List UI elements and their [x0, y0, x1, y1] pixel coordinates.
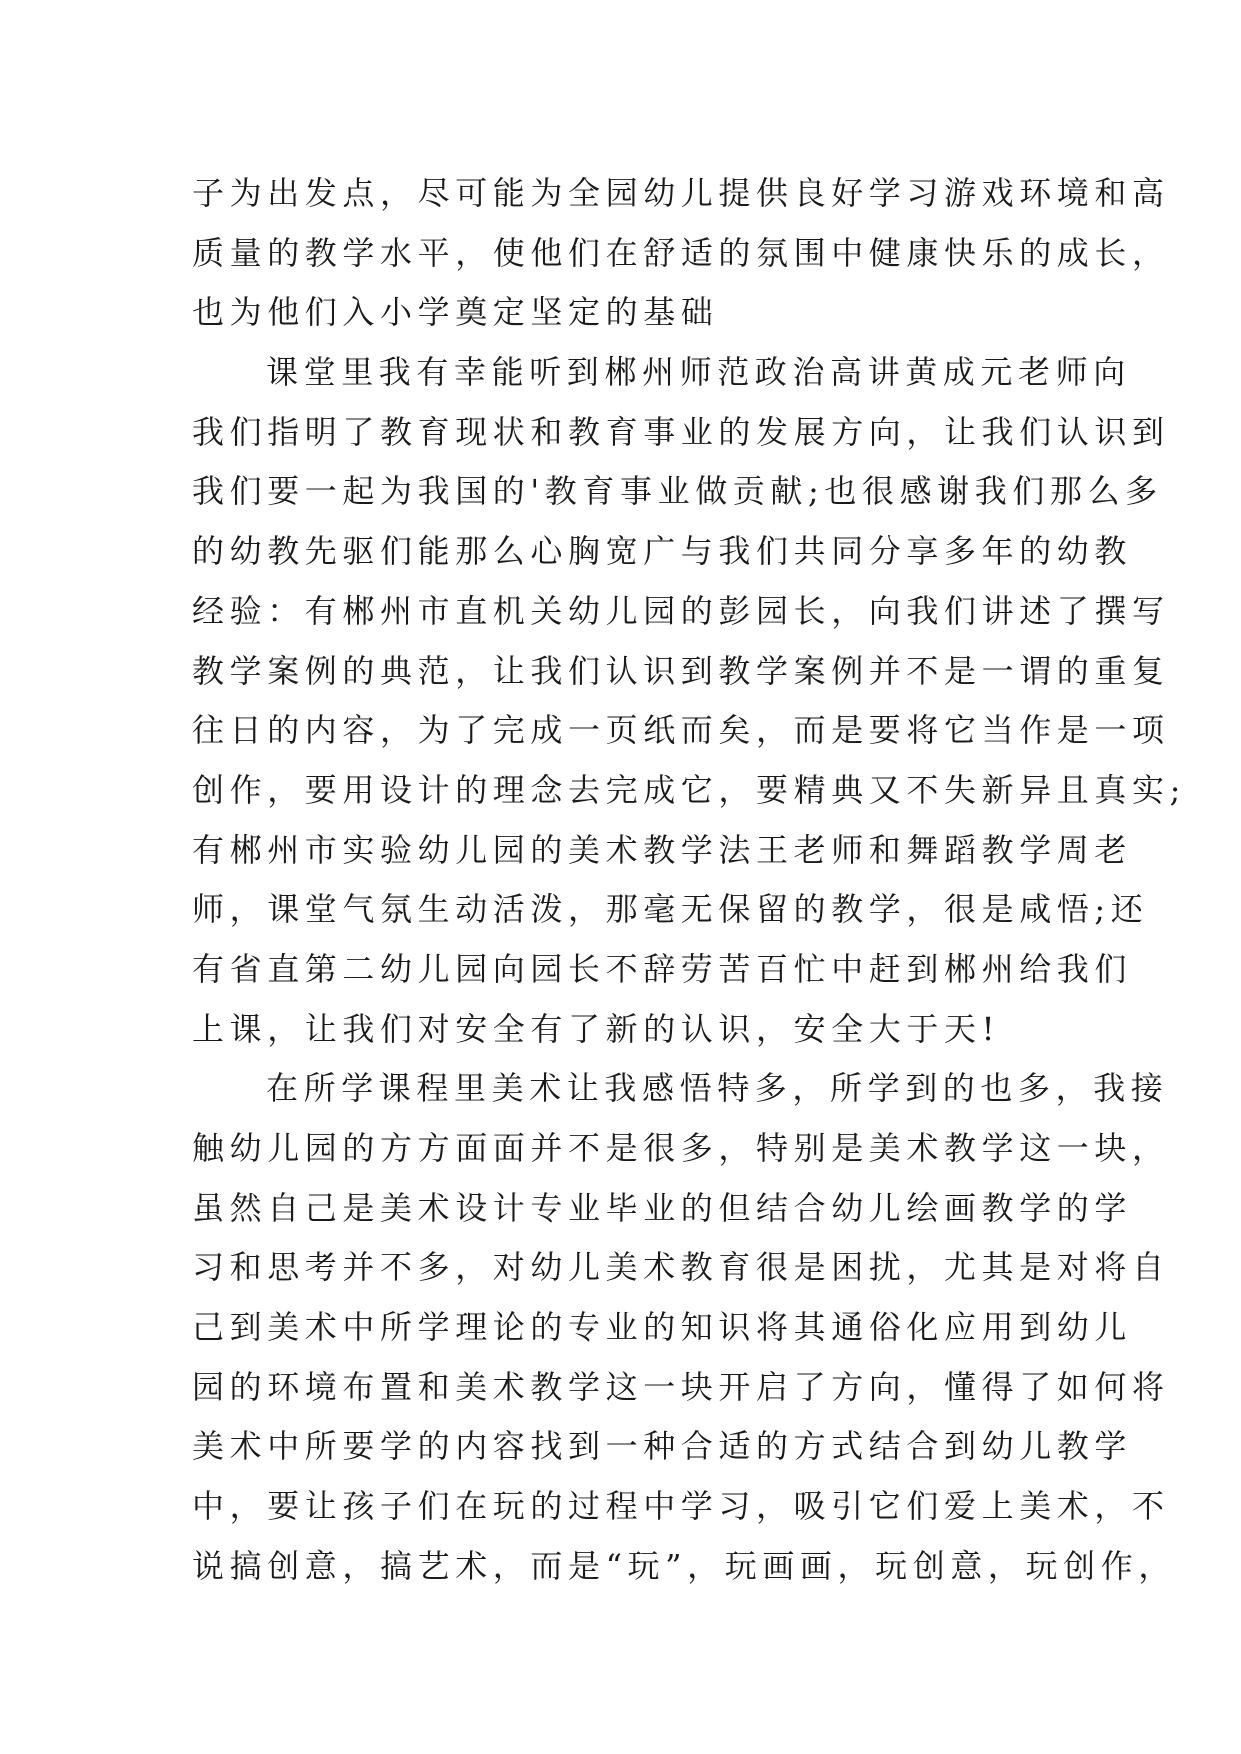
paragraph-2-line-2: 我们指明了教育现状和教育事业的发展方向，让我们认识到: [192, 412, 1170, 451]
paragraph-2-line-8: 创作，要用设计的理念去完成它，要精典又不失新异且真实;: [192, 770, 1186, 809]
paragraph-3-line-4: 习和思考并不多，对幼儿美术教育很是困扰，尤其是对将自: [192, 1248, 1170, 1287]
paragraph-2-line-6: 教学案例的典范，让我们认识到教学案例并不是一谓的重复: [192, 651, 1170, 690]
paragraph-2-line-9: 有郴州市实验幼儿园的美术教学法王老师和舞蹈教学周老: [192, 830, 1133, 869]
paragraph-3-line-8: 中，要让孩子们在玩的过程中学习，吸引它们爱上美术，不: [192, 1487, 1170, 1526]
paragraph-2-line-3: 我们要一起为我国的'教育事业做贡献;也很感谢我们那么多: [192, 472, 1163, 511]
paragraph-3-line-7: 美术中所要学的内容找到一种合适的方式结合到幼儿教学: [192, 1427, 1133, 1466]
paragraph-2-line-5: 经验：有郴州市直机关幼儿园的彭园长，向我们讲述了撰写: [192, 591, 1170, 630]
paragraph-3-line-6: 园的环境布置和美术教学这一块开启了方向，懂得了如何将: [192, 1367, 1170, 1406]
paragraph-1-line-3: 也为他们入小学奠定坚定的基础: [192, 293, 719, 332]
paragraph-1-line-2: 质量的教学水平，使他们在舒适的氛围中健康快乐的成长，: [192, 233, 1170, 272]
paragraph-2-line-7: 往日的内容，为了完成一页纸而矣，而是要将它当作是一项: [192, 711, 1170, 750]
paragraph-2-line-10: 师，课堂气氛生动活泼，那毫无保留的教学，很是咸悟;还: [192, 890, 1149, 929]
paragraph-2-line-11: 有省直第二幼儿园向园长不辞劳苦百忙中赶到郴州给我们: [192, 949, 1133, 988]
document-body: [192, 164, 1186, 1597]
paragraph-3-line-3: 虽然自己是美术设计专业毕业的但结合幼儿绘画教学的学: [192, 1188, 1133, 1227]
paragraph-2-line-12: 上课，让我们对安全有了新的认识，安全大于天!: [192, 1009, 1001, 1048]
paragraph-2-line-1: 课堂里我有幸能听到郴州师范政治高讲黄成元老师向: [266, 353, 1131, 392]
paragraph-3-line-1: 在所学课程里美术让我感悟特多，所学到的也多，我接: [266, 1069, 1169, 1108]
paragraph-1-line-1: 子为出发点，尽可能为全园幼儿提供良好学习游戏环境和高: [192, 174, 1170, 212]
paragraph-3-line-9: 说搞创意，搞艺术，而是“玩”，玩画画，玩创意，玩创作，: [192, 1546, 1176, 1585]
paragraph-3-line-2: 触幼儿园的方方面面并不是很多，特别是美术教学这一块，: [192, 1129, 1170, 1167]
paragraph-3-line-5: 己到美术中所学理论的专业的知识将其通俗化应用到幼儿: [192, 1308, 1133, 1347]
paragraph-2-line-4: 的幼教先驱们能那么心胸宽广与我们共同分享多年的幼教: [192, 532, 1133, 571]
